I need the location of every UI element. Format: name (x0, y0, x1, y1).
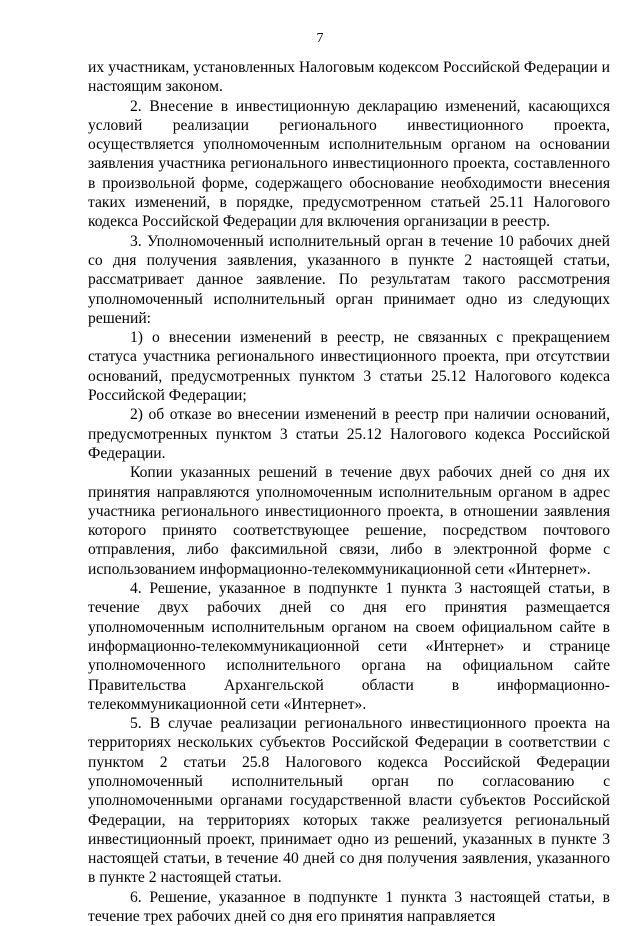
paragraph-item-5: 5. В случае реализации регионального инвестиционного проекта на территориях нескольких субъектов Российской Федерации в соответствии с пунктом 2 статьи 25.8 Налогового кодекса Российской Федерации уполномоченный исполнительный орган по согласованию с уполномоченными органами государственной власти субъектов Российской Федерации, на территориях которых также реализуется региональный инвестиционный проект, принимает одно из решений, указанных в пункте 3 настоящей статьи, в течение 40 дней со дня получения заявления, указанного в пункте 2 настоящей статьи. (88, 715, 610, 887)
paragraph-continuation: их участникам, установленных Налоговым кодексом Российской Федерации и настоящим законом. (88, 59, 610, 96)
subitem-1: 1) о внесении изменений в реестр, не связанных с прекращением статуса участника регионального инвестиционного проекта, при отсутствии оснований, предусмотренных пунктом 3 статьи 25.12 Налогового кодекса Российской Федерации; (88, 329, 610, 405)
document-body (88, 58, 610, 926)
paragraph-item-2: 2. Внесение в инвестиционную декларацию изменений, касающихся условий реализации регионального инвестиционного проекта, осуществляется уполномоченным исполнительным органом на основании заявления участника регионального инвестиционного проекта, составленного в произвольной форме, содержащего обоснование необходимости внесения таких изменений, в порядке, предусмотренном статьей 25.11 Налогового кодекса Российской Федерации для включения организации в реестр. (88, 97, 610, 231)
paragraph-copies: Копии указанных решений в течение двух рабочих дней со дня их принятия направляются уполномоченным исполнительным органом в адрес участника регионального инвестиционного проекта, в отношении заявления которого принято соответствующее решение, посредством почтового отправления, либо факсимильной связи, либо в электронной форме с использованием информационно-телекоммуникационной сети «Интернет». (88, 464, 610, 578)
paragraph-item-3: 3. Уполномоченный исполнительный орган в течение 10 рабочих дней со дня получения заявления, указанного в пункте 2 настоящей статьи, рассматривает данное заявление. По результатам такого рассмотрения уполномоченный исполнительный орган принимает одно из следующих решений: (88, 232, 610, 327)
page-number: 7 (316, 31, 324, 46)
paragraph-item-4: 4. Решение, указанное в подпункте 1 пункта 3 настоящей статьи, в течение двух рабочих дней со дня его принятия размещается уполномоченным исполнительным органом на своем официальном сайте в информационно-телекоммуникационной сети «Интернет» и странице уполномоченного исполнительного органа на официальном сайте Правительства Архангельской области в информационно-телекоммуникационной сети «Интернет». (88, 580, 610, 713)
subitem-2: 2) об отказе во внесении изменений в реестр при наличии оснований, предусмотренных пунктом 3 статьи 25.12 Налогового кодекса Российской Федерации. (88, 406, 610, 462)
paragraph-item-6: 6. Решение, указанное в подпункте 1 пункта 3 настоящей статьи, в течение трех рабочих дней со дня его принятия направляется (88, 888, 610, 926)
